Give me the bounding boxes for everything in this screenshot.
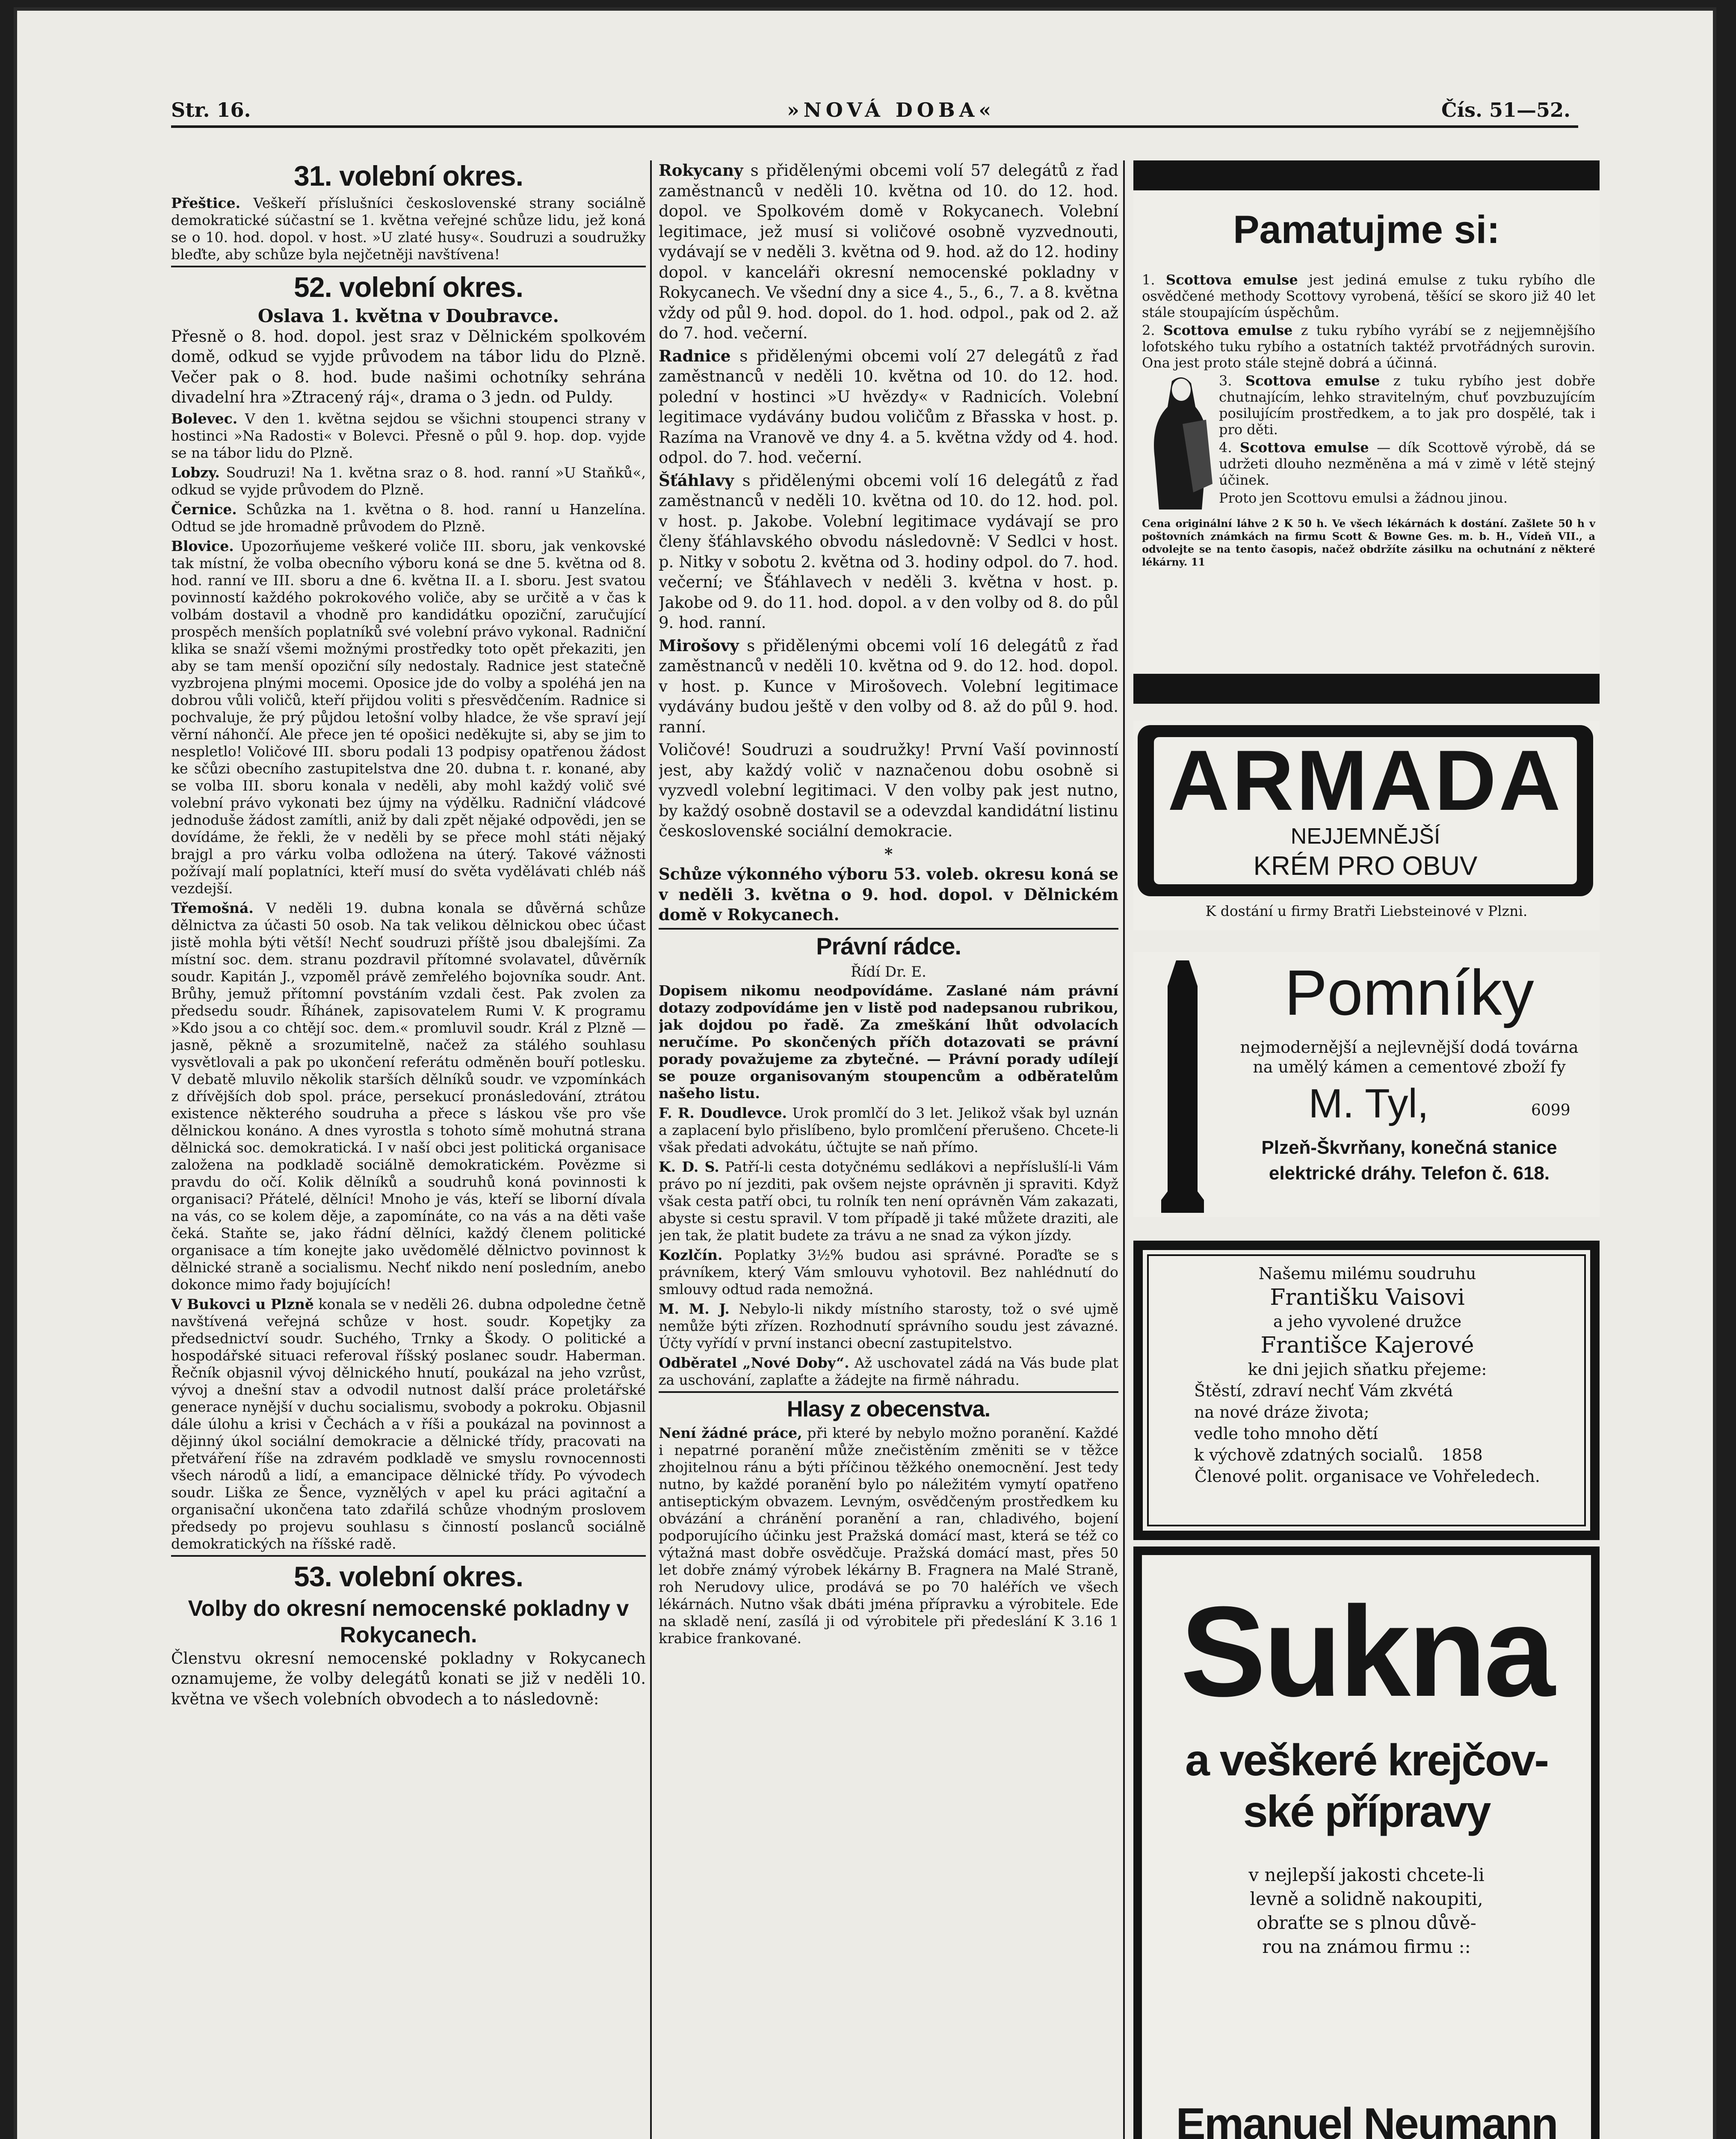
cernice-lead: Černice.: [171, 501, 237, 518]
lobzy-lead: Lobzy.: [171, 464, 220, 481]
scott-items: 1. Scottova emulse jest jediná emulse z tuku rybího dle osvědčené methody Scottovy vyrobená, těšící se skoro již 40 let stále stoupajícím úspěchům. 2. Scottova emulse z tuku rybího vyrábí se z nejjemnějšího lofotského tuku rybího a ostatních taktéž prvotřádných surovin. Ona jest proto stále stejně dobrá a účinná. 3. Scottova emulse z tuku rybího jest dobře chutnajícím, lehko stravitelným, chuť povzbuzujícím posilujícím prostředkem, a to jak pro dospělé, tak i pro děti. 4. Scottova emulse — dík Scottově výrobě, dá se udržeti dlouho nezměněna a má v zimě v létě stejný účinek. Proto jen Scottovu emulsi a žádnou jinou. Cena originální láhve 2 K 50 h. Ve všech lékárnách k dostání. Zašlete 50 h v poštovních známkách na firmu Scott & Bowne Ges. m. b. H., Vídeň VII., a odvolejte se na tento časopis, načež obdržíte zásilku na ochutnání z některé lékárny. 11: [1142, 272, 1596, 568]
greeting-signature: Členové polit. organisace ve Vohřeledech.: [1195, 1467, 1540, 1486]
pomniky-number: 6099: [1531, 1102, 1570, 1119]
stahlavy-text: s přidělenými obcemi volí 16 delegátů z řad zaměstnanců v neděli 10. května od 10. do 12. hod. pol. v host. p. Jakobe. Volební legitimace vydávají se pro členy šťáhlavského obvodu následovně: V Sedlci v host. p. Nitky v sobotu 2. května od 3. hodiny odpol. do 7. hod. večerní; ve Šťáhlavech v neděli 3. května v host. p. Jakobe od 9. do 11. hod. dopol. a v den volby od 8. do půl 9. hod. ranní.: [659, 471, 1118, 632]
pomniky-address-2: elektrické dráhy. Telefon č. 618.: [1269, 1163, 1550, 1184]
mirosov-text: s přidělenými obcemi volí 16 delegátů z řad zaměstnanců v neděli 10. května od 9. do 12. hod. dopol. v host. p. Kunce v Mirošovech. Volební legitimace vydávány budou ještě v den volby od 8. až do půl 9. hod. ranní.: [659, 636, 1118, 736]
sukna-text-2: levně a solidně nakoupiti,: [1250, 1888, 1483, 1909]
answer-3-lead: Kozlčín.: [659, 1247, 723, 1263]
pomniky-title: Pomníky: [1284, 957, 1534, 1028]
newspaper-page: [17, 11, 1713, 2139]
lobzy-text: Soudruzi! Na 1. května sraz o 8. hod. ranní »U Staňků«, odkud se vyjde průvodem do Plzně.: [171, 464, 646, 498]
scott-item-1: jest jediná emulse z tuku rybího dle osvědčené methody Scottovy vyrobená, těšící se skoro již 40 let stále stoupajícím úspěchům.: [1142, 272, 1596, 320]
legal-advice-heading: Právní rádce.: [816, 932, 961, 960]
pomniky-firm: M. Tyl,: [1308, 1081, 1429, 1126]
public-voices-lead: Není žádné práce,: [659, 1425, 802, 1441]
tremosna-text: V neděli 19. dubna konala se důvěrná schůze dělnictva za účasti 50 osob. Na tak velikou dělnickou obec účast jistě mohla býti větší! Nechť soudruzi příště jsou dbalejšími. Za místní soc. dem. stranu pozdravil přítomné svolavatel, důvěrník soudr. Kapitán J., vzpoměl právě zemřelého bojovníka soudr. Ant. Brůhy, jemuž přítomní povstáním vzdali čest. Pak zvolen za předsedu soudr. Říhánek, zapisovatelem Rumi V. K programu »Kdo jsou a co chtějí soc. dem.« promluvil soudr. Král z Plzně — jasně, pěkně a srozumitelně, načež za stálého souhlasu vysvětlovali a pak po ukončení referátu odměněn bouří potlesku. V debatě mluvilo několik starších dělníků soudr. ve vzpomínkách z dřívějších dob spol. práce, persekucí pronásledování, ztrátou existence některého soudruha a přece s láskou vše pro vše dělnickou konáno. A dnes vyrostla s tohoto símě mohutná strana dělnická soc. demokratická. I v naší obci jest politická organisace založena na podkladě sociálně demokratickém. Povězme si pravdu do očí. Kolik dělníků a soudruhů koná povinnosti k organisaci? Přátelé, dělníci! Mnoho je vás, kteří se liborní dívala na vás, co se kolem děje, a zapomínáte, co na vás a na děti vaše čeká. Staňte se, jako řádní dělníci, každý členem politické organisace a tím konejte jako uvědomělé dělnictvo povinnost k dělnické straně a socialismu. Nechť nikdo není posledním, anebo dokonce mimo řady bojujících!: [171, 899, 646, 1293]
voters-appeal: Voličové! Soudruzi a soudružky! První Vaší povinností jest, aby každý volič v naznačenou dobu osobně si vyzvedl volební legitimaci. V den volby pak jest nutno, by každý osobně dostavil se a odevzdal kandidátní listinu československé sociální demokracie.: [659, 741, 1118, 840]
greeting-line-8: vedle toho mnoho dětí: [1194, 1424, 1378, 1443]
scott-item-4: — dík Scottově výrobě, dá se udržeti dlouho nezměněna a má v zimě v létě stejný účinek.: [1219, 439, 1596, 488]
blovice-lead: Blovice.: [171, 537, 234, 554]
answer-5-text: Až uschovatel zádá na Vás bude plat za uschování, zaplaťte a žádejte na firmě náhradu.: [659, 1354, 1118, 1388]
section-rule: [659, 928, 1118, 930]
obelisk-icon: [1157, 960, 1208, 1213]
bolevec-text: V den 1. května sejdou se všichni stoupenci strany v hostinci »Na Radosti« v Bolevci. Přesně o půl 9. hop. dop. vyjde se na tábor lidu do Plzně.: [171, 410, 646, 461]
greeting-line-1: Našemu milému soudruhu: [1258, 1264, 1476, 1283]
issue-number: Čís. 51—52.: [1441, 98, 1571, 121]
scott-item-2: z tuku rybího vyrábí se z nejjemnějšího lofotského tuku rybího a ostatních taktéž prvotřádných surovin. Ona jest proto stále stejně dobrá a účinná.: [1142, 322, 1596, 371]
armada-tagline-1: NEJJEMNĚJŠÍ: [1290, 824, 1440, 849]
sukna-text-4: rou na známou firmu ::: [1262, 1936, 1471, 1957]
rokycany-text: s přidělenými obcemi volí 57 delegátů z řad zaměstnanců v neděli 10. května od 10. do 12. hod. dopol. ve Spolkovém domě v Rokycanech. Volební legitimace, jež musí si voličové osobně vyzvednouti, vydávají se v neděli 3. května od 9. hod. až do 12. hodiny dopol. v kanceláři okresní nemocenské pokladny v Rokycanech. Ve všední dny a sice 4., 5., 6., 7. a 8. května vždy od půl 9. hod. dopol. do 1. hod. odpol., pak od 2. až do 7. hod. večerní.: [659, 161, 1118, 342]
answer-1-text: Urok promlčí do 3 let. Jelikož však byl uznán a zaplacení bylo přislíbeno, bylo promlčení přerušeno. Chcete-li však předati advokátu, účtujte se naň přímo.: [659, 1105, 1118, 1155]
greeting-line-5: ke dni jejich sňatku přejeme:: [1248, 1360, 1487, 1379]
sukna-sub-2: ské přípravy: [1243, 1787, 1490, 1837]
scott-item-3-bold: Scottova emulse: [1245, 373, 1380, 389]
public-voices-heading: Hlasy z obecenstva.: [787, 1397, 991, 1422]
greeting-number: 1858: [1441, 1446, 1483, 1464]
pomniky-address-1: Plzeň-Škvrňany, konečná stanice: [1261, 1137, 1557, 1158]
mirosov-lead: Mirošovy: [659, 636, 739, 655]
ad-bar: [1133, 160, 1600, 190]
blovice-text: Upozorňujeme veškeré voliče III. sboru, jak venkovské tak místní, že volba obecního výboru koná se dne 5. května od 8. hod. ranní ve III. sboru a dne 6. května II. a I. sboru. Jest svatou povinností každého pokrokového voliče, aby se určitě a v čas k volbám dostavil a vhodně pro kandidátku opoziční, zaručující prospěch menších poplatníků své volební právo vykonal. Radniční klika se snaží všemi možnými prostředky toto opět překaziti, jen aby se tam menší opoziční síly nedostaly. Radnice jest statečně vyzbrojena plnými mocemi. Oposice jde do volby a spoléhá jen na dobrou vůli voličů, kteří přijdou voliti s přesvědčením. Radnice si pochvaluje, že prý půjdou letošní volby hladce, že vše spraví její věrní náhončí. Ale přece jen té opošici neděkujte si, aby se jim to nespletlo! Voličové III. sboru podali 13 podpisy opatřenou žádost ke sčůzi obecního zastupitelstva dne 20. dubna t. r. konané, aby se volba III. sboru konala v neděli, aby mohl každý volič své volební právo vykonati bez újmy na výdělku. Radniční vládcové jednoduše žádost zamítli, aniž by dali zpět nějaké odpovědi, jen se dovídáme, že řekli, že v neděli by se přece mohl státi nějaký brajgl a pro várku volba odložena na úterý. Takové vážnosti požívají malí poplatníci, kteří musí do světa vydělávati chléb náš vezdejší.: [171, 537, 646, 897]
sukna-firm-name: Emanuel Neumann: [1176, 2099, 1557, 2139]
district-52-heading: 52. volební okres.: [294, 271, 523, 303]
section-rule: [659, 1391, 1118, 1393]
scott-emulsion-ad: [1133, 160, 1600, 704]
column-divider: [650, 160, 652, 2139]
tremosna-lead: Třemošná.: [171, 899, 254, 916]
legal-advice-editor: Řídí Dr. E.: [851, 963, 926, 981]
stahlavy-lead: Šťáhlavy: [659, 471, 734, 490]
scott-item-2-bold: Scottova emulse: [1163, 322, 1293, 338]
sukna-sub-1: a veškeré krejčov-: [1185, 1736, 1548, 1785]
committee-meeting: Schůze výkonného výboru 53. voleb. okresu koná se v neděli 3. května o 9. hod. dopol. v Dělnickém domě v Rokycanech.: [659, 865, 1118, 924]
rokycany-lead: Rokycany: [659, 161, 743, 180]
district-53-text: Členstvu okresní nemocenské pokladny v Rokycanech oznamujeme, že volby delegátů konati se již v neděli 10. května ve všech volebních obvodech a to následovně:: [171, 1649, 646, 1708]
scott-item-1-bold: Scottova emulse: [1166, 272, 1298, 288]
armada-ad: [1133, 721, 1600, 930]
header-rule: [171, 125, 1578, 128]
answer-2-text: Patří-li cesta dotyčnému sedlákovi a nepříslušlí-li Vám právo po ní jezditi, pak ovšem nejste oprávněn ji spraviti. Když však cesta patří obci, tu rolník ten není oprávněn Vám zakazati, abyste si cestu spravil. V tom případě ji také můžete draziti, ale jen tak, že platit budete za trávu a ne snad za výkon jízdy.: [659, 1158, 1118, 1244]
answer-4-lead: M. M. J.: [659, 1301, 730, 1317]
fisherman-icon: [1142, 373, 1219, 514]
wedding-greeting: [1133, 1241, 1600, 1540]
sukna-text-3: obraťte se s plnou důvě-: [1257, 1912, 1476, 1933]
answer-2-lead: K. D. S.: [659, 1158, 719, 1175]
scott-ad-number: 11: [1191, 556, 1205, 568]
pomniky-line-1: nejmodernější a nejlevnější dodá továrna: [1240, 1038, 1579, 1057]
column-divider: [1123, 160, 1125, 2139]
armada-tagline-2: KRÉM PRO OBUV: [1253, 851, 1478, 881]
greeting-line-9: k výchově zdatných socialů.: [1194, 1446, 1423, 1464]
bolevec-lead: Bolevec.: [171, 410, 238, 427]
doubravka-subheading: Oslava 1. května v Doubravce.: [257, 305, 559, 326]
column-1: [171, 156, 646, 2139]
sukna-text-1: v nejlepší jakosti chcete-li: [1248, 1864, 1485, 1885]
armada-brand: ARMADA: [1168, 733, 1563, 828]
answer-3-text: Poplatky 3½% budou asi správné. Poraďte se s právníkem, který Vám smlouvu vyhotovil. Bez nahlédnutí do smlouvy odtud rada nemožná.: [659, 1247, 1118, 1298]
district-53-subheading: Volby do okresní nemocenské pokladny v Rokycanech.: [188, 1596, 629, 1647]
answer-4-text: Nebylo-li nikdy místního starosty, tož o své ujmě nemůže býti zřízen. Rozhodnutí správního soudu jest závazné. Účty vyřídí v první instanci obecní zastupitelstvo.: [659, 1301, 1118, 1351]
section-rule: [171, 266, 646, 267]
bukovec-text: konala se v neděli 26. dubna odpoledne četně navštívená veřejná schůze v host. soudr. Kopetjky za předsednictví soudr. Suchého, Trnky a Škody. O politické a hospodářské situaci referoval říšský poslanec soudr. Haberman. Řečník objasnil vývoj dělnického hnutí, poukázal na jeho vzrůst, vývoj a dnešní stav a odvodil nutnost další práce proletářské generace nynější v duchu socialismu, svobody a pokroku. Objasnil dále úlohu a krisi v Čechách a v říši a poukázal na povinnost a dějinný úkol sociální demokracie a dělnické třídy, pracovati na přetváření říše na zdravém podkladě ve smyslu rovnocennosti všech národů a lidí, a emancipace dělnické třídy. Po vývodech soudr. Liška ze Šence, vyznělých v apel ku práci agitační a organisační ukončena tato zdařilá schůze vhodným proslovem předsedy po projevu souhlasu s činností poslanců sociálně demokratických na říšské radě.: [171, 1295, 646, 1552]
sukna-text: [1142, 1863, 1591, 1959]
sukna-title: Sukna: [1180, 1579, 1553, 1723]
page-number: Str. 16.: [171, 98, 251, 121]
district-31-heading: 31. volební okres.: [294, 160, 523, 192]
ad-bar: [1133, 674, 1600, 704]
cernice-text: Schůzka na 1. května o 8. hod. ranní u Hanzelína. Odtud se jde hromadně průvodem do Plzně.: [171, 501, 646, 535]
answer-5-lead: Odběratel „Nové Doby“.: [659, 1354, 849, 1371]
scott-closing: Proto jen Scottovu emulsi a žádnou jinou.: [1219, 490, 1508, 506]
greeting-line-6: Štěstí, zdraví nechť Vám zkvétá: [1194, 1381, 1453, 1400]
bukovec-lead: V Bukovci u Plzně: [171, 1295, 314, 1312]
greeting-bride: Františce Kajerové: [1260, 1333, 1474, 1358]
section-rule: [171, 1555, 646, 1557]
paper-title: »NOVÁ DOBA«: [787, 98, 996, 121]
sukna-ad: [1133, 1546, 1600, 2139]
scott-item-3: z tuku rybího jest dobře chutnajícím, lehko stravitelným, chuť povzbuzujícím posilujícím prostředkem, a to jak pro dospělé, tak i pro děti.: [1219, 373, 1595, 438]
public-voices-text: při které by nebylo možno poranění. Každé i nepatrné poranění může znečistěním změniti se v těžce zhojitelnou ránu a býti příčinou těžkého onemocnění. Jest tedy nutno, by každé poranění bylo po náležitém vymytí opatřeno antiseptickým obvazem. Levným, osvědčeným prostředkem ku obvázání a chránění poranění a ran, chladivého, bojení podporujícího účinku jest Pražská domácí mast, která se též co výtažná mast dobře osvědčuje. Pražská domácí mast, přes 50 let dobře známý výrobek lékárny B. Fragnera na Malé Straně, roh Nerudovy ulice, prodává se po 70 haléřích ve všech lékárnách. Nutno však dbáti jména přípravku a výrobitele. Ede na skladě není, zasílá ji od výrobitele při předeslání K 3.16 1 krabice frankované.: [659, 1425, 1118, 1647]
scott-heading: Pamatujme si:: [1233, 208, 1500, 252]
radnice-lead: Radnice: [659, 346, 731, 365]
radnice-text: s přidělenými obcemi volí 27 delegátů z řad zaměstnanců v neděli 10. května od 10. do 12. hod. polední v hostinci »U hvězdy« v Radnicích. Volební legitimace vydávány budou voličům z Břasska v host. p. Razíma na Vranově ve dny 4. a 5. května vždy od 4. hod. odpol. do 7. hod. večerní.: [659, 347, 1118, 467]
armada-note: K dostání u firmy Bratři Liebsteinové v Plzni.: [1205, 903, 1528, 919]
legal-advice-intro: Dopisem nikomu neodpovídáme. Zaslané nám právní dotazy zodpovídáme jen v listě pod nadepsanou rubrikou, jak dojdou po řadě. Za zmeškání lhůt odvolacích neručíme. Po skončených příčh dotazovati se právní porady považujeme za zbytečné. — Právní porady udílejí se pouze organisovaným stoupencům a odběratelům našeho listu.: [659, 982, 1118, 1102]
pomniky-line-2: na umělý kámen a cementové zboží fy: [1253, 1058, 1566, 1076]
answer-1-lead: F. R. Doudlevce.: [659, 1105, 787, 1121]
district-53-heading: 53. volební okres.: [294, 1560, 523, 1592]
scott-fine-print: Cena originální láhve 2 K 50 h. Ve všech lékárnách k dostání. Zašlete 50 h v poštovních známkách na firmu Scott & Bowne Ges. m. b. H., Vídeň VII., a odvolejte se na tento časopis, načež obdržíte zásilku na ochutnání z některé lékárny.: [1142, 517, 1595, 568]
doubravka-text: Přesně o 8. hod. dopol. jest sraz v Dělnickém spolkovém domě, odkud se vyjde průvodem na tábor lidu do Plzně. Večer pak o 8. hod. bude našimi ochotníky sehrána divadelní hra »Ztracený ráj«, drama o 3 jedn. od Puldy.: [171, 327, 646, 406]
separator-star: *: [884, 844, 893, 863]
scott-item-4-bold: Scottova emulse: [1240, 439, 1369, 456]
greeting-line-7: na nové dráze života;: [1194, 1403, 1369, 1422]
prestice-text: Veškeří příslušníci československé strany sociálně demokratické súčastní se 1. května veřejné schůze lidu, jež koná se o 10. hod. dopol. v host. »U zlaté husy«. Soudruzi a soudružky bleďte, aby schůze byla nejčetněji navštívena!: [171, 195, 646, 263]
column-2: [659, 160, 1118, 2139]
greeting-text: [1168, 1263, 1566, 1487]
greeting-groom: Františku Vaisovi: [1270, 1285, 1465, 1310]
prestice-lead: Přeštice.: [171, 195, 241, 211]
greeting-line-3: a jeho vyvolené družce: [1273, 1312, 1462, 1331]
pomniky-ad: [1133, 952, 1600, 1217]
